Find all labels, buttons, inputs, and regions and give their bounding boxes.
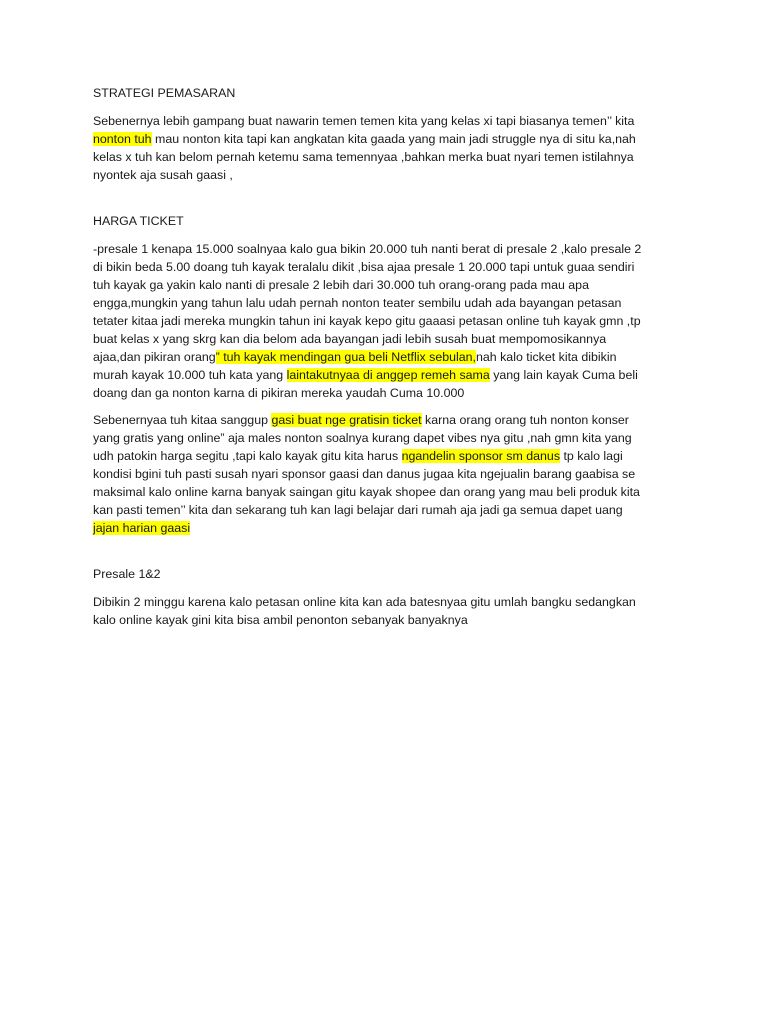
text-line: Dibikin 2 minggu karena kalo petasan online kita kan ada batesnyaa gitu umlah bangku sedangkan xyxy=(93,595,636,609)
text-line: Sebenernya lebih gampang buat nawarin temen temen kita yang kelas xi tapi biasanya temen’’ kita xyxy=(93,114,635,128)
text-segment: yang lain kayak Cuma beli xyxy=(489,368,638,382)
text-segment: tp kalo lagi xyxy=(560,449,623,463)
text-segment: Sebenernyaa tuh kitaa sanggup xyxy=(93,413,272,427)
text-line xyxy=(93,447,678,465)
paragraph-presale xyxy=(93,593,678,629)
highlighted-text: jajan harian gaasi xyxy=(93,521,191,535)
text-line: di bikin beda 5.00 doang tuh kayak teralalu dikit ,bisa ajaa presale 1 20.000 tapi untuk guaa sendiri xyxy=(93,260,635,274)
text-segment: udh patokin harga segitu ,tapi kalo kayak gitu kita harus xyxy=(93,449,402,463)
paragraph-strategi xyxy=(93,112,678,184)
text-line xyxy=(93,366,678,384)
document-body xyxy=(93,84,678,629)
highlighted-text: laintakutnyaa di anggep remeh sama xyxy=(286,368,490,382)
text-segment: nah kalo ticket kita dibikin xyxy=(476,350,617,364)
highlighted-text: ” tuh kayak mendingan gua beli Netflix sebulan, xyxy=(215,350,476,364)
highlighted-text: gasi buat nge gratisin ticket xyxy=(271,413,422,427)
text-line: yang gratis yang online” aja males nonton soalnya kurang dapet vibes nya gitu ,nah gmn kita yang xyxy=(93,431,632,445)
section-heading-presale: Presale 1&2 xyxy=(93,567,161,581)
text-line: doang dan ga nonton karna di pikiran mereka yaudah Cuma 10.000 xyxy=(93,386,465,400)
text-line: buat kelas x yang skrg kan dia belom ada bayangan jadi lebih susah buat mempomosikannya xyxy=(93,332,607,346)
text-line: kan pasti temen’’ kita dan sekarang tuh kan lagi belajar dari rumah aja jadi ga semua dapet uang xyxy=(93,503,623,517)
text-line xyxy=(93,411,678,429)
text-line: kondisi bgini tuh pasti susah nyari sponsor gaasi dan danus jugaa kita ngejualin barang gaabisa se xyxy=(93,467,636,481)
text-line: nyontek aja susah gaasi , xyxy=(93,168,233,182)
text-line: engga,mungkin yang tahun lalu udah pernah nonton teater sembilu udah ada bayangan petasan xyxy=(93,296,622,310)
text-line: kalo online kayak gini kita bisa ambil penonton sebanyak banyaknya xyxy=(93,613,468,627)
text-line xyxy=(93,519,678,537)
text-segment: mau nonton kita tapi kan angkatan kita gaada yang main jadi struggle nya di situ ka,nah xyxy=(151,132,636,146)
text-segment: ajaa,dan pikiran orang xyxy=(93,350,216,364)
highlighted-text: nonton tuh xyxy=(93,132,152,146)
text-segment: murah kayak 10.000 tuh kata yang xyxy=(93,368,287,382)
paragraph-harga-2 xyxy=(93,411,678,537)
text-line: -presale 1 kenapa 15.000 soalnyaa kalo gua bikin 20.000 tuh nanti berat di presale 2 ,kalo presale 2 xyxy=(93,242,642,256)
paragraph-harga-1 xyxy=(93,240,678,402)
text-segment: karna orang orang tuh nonton konser xyxy=(421,413,629,427)
text-line: tetater kitaa jadi mereka mungkin tahun ini kayak kepo gitu gaaasi petasan online tuh kayak gmn ,tp xyxy=(93,314,641,328)
text-line: maksimal kalo online karna banyak saingan gitu kayak shopee dan orang yang mau beli produk kita xyxy=(93,485,640,499)
highlighted-text: ngandelin sponsor sm danus xyxy=(401,449,561,463)
section-heading-harga: HARGA TICKET xyxy=(93,214,184,228)
text-line xyxy=(93,130,678,148)
text-line: kelas x tuh kan belom pernah ketemu sama temennyaa ,bahkan merka buat nyari temen istilahnya xyxy=(93,150,634,164)
text-line xyxy=(93,348,678,366)
section-heading-strategi: STRATEGI PEMASARAN xyxy=(93,86,236,100)
text-line: tuh kayak ga yakin kalo nanti di presale 2 lebih dari 30.000 tuh orang-orang pada mau apa xyxy=(93,278,589,292)
